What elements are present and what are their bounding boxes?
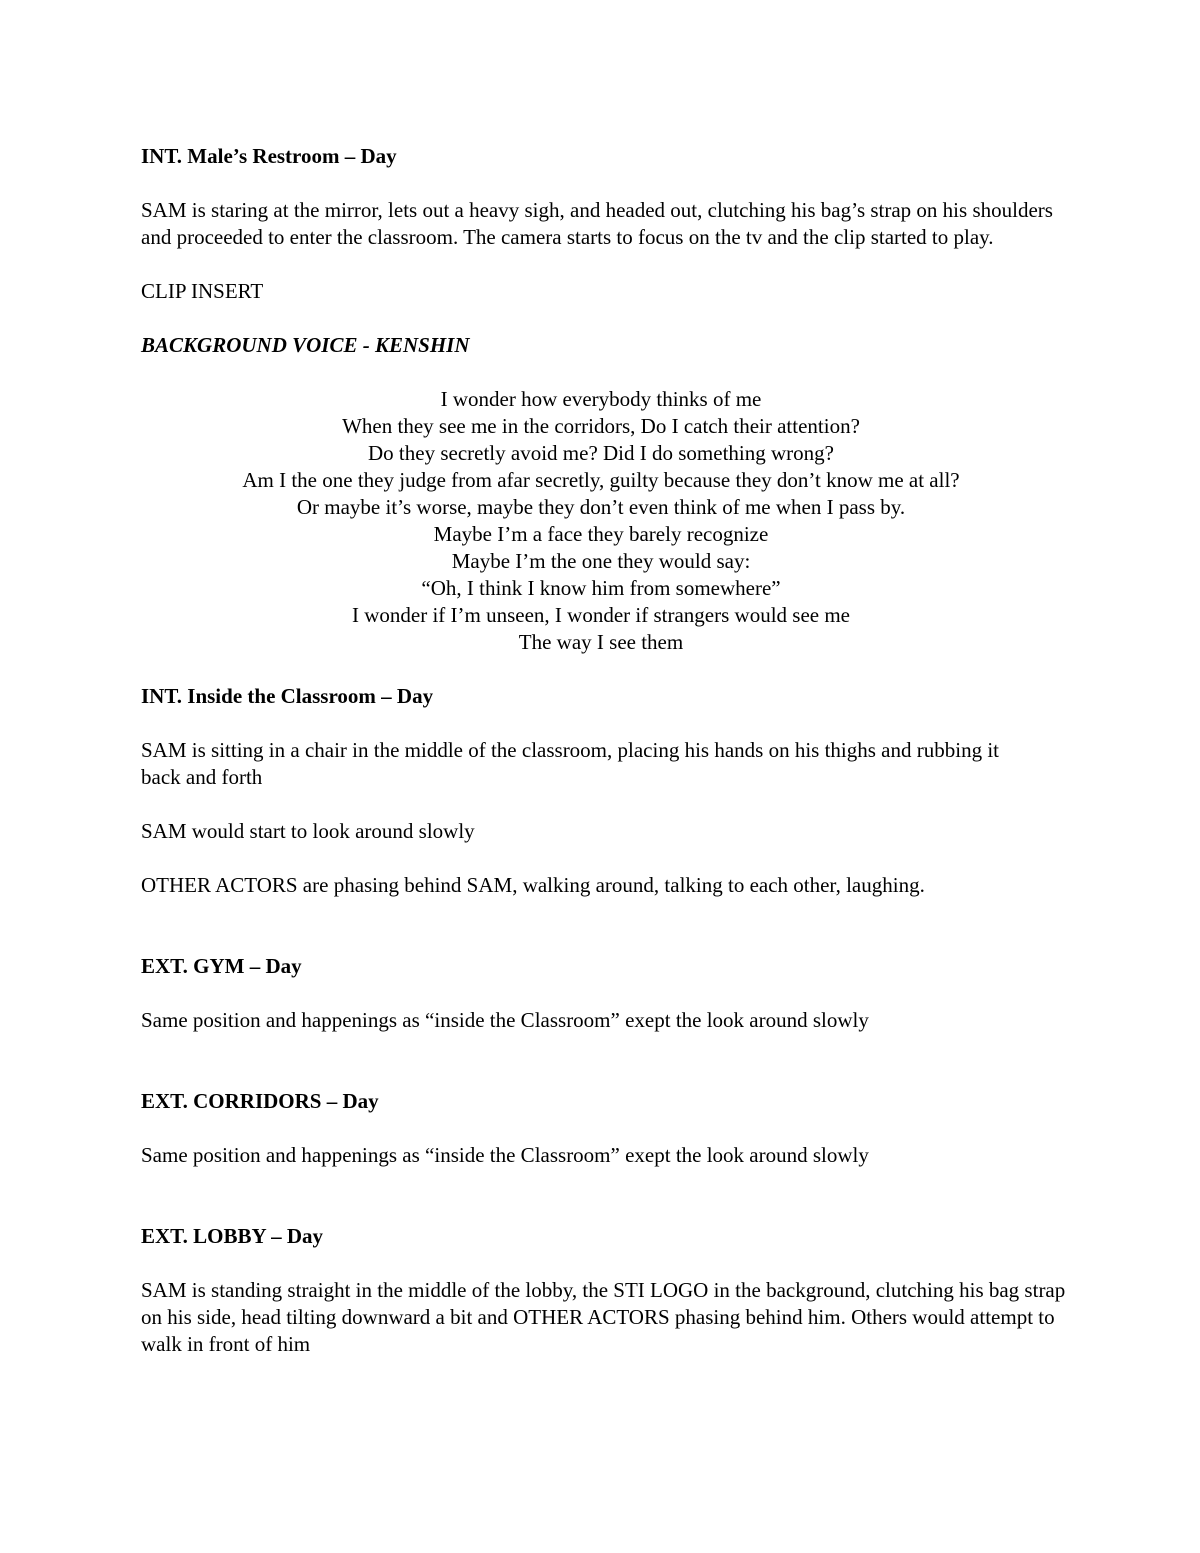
scene-heading-gym: EXT. GYM – Day: [141, 954, 302, 978]
poem-line: When they see me in the corridors, Do I catch their attention?: [342, 414, 860, 438]
action-classroom-3: OTHER ACTORS are phasing behind SAM, walking around, talking to each other, laughing.: [141, 873, 925, 897]
scene-heading-lobby: EXT. LOBBY – Day: [141, 1224, 324, 1248]
poem-line: Am I the one they judge from afar secretly, guilty because they don’t know me at all?: [242, 468, 960, 492]
poem-line: I wonder how everybody thinks of me: [440, 387, 762, 411]
poem-line: “Oh, I think I know him from somewhere”: [421, 576, 781, 600]
action-restroom: SAM is staring at the mirror, lets out a heavy sigh, and headed out, clutching his bag’s strap on his shoulders and proceeded to enter the classroom. The camera starts to focus on the tv and the clip started to play.: [141, 198, 1053, 249]
poem-line: Maybe I’m the one they would say:: [451, 549, 751, 573]
action-classroom-2: SAM would start to look around slowly: [141, 819, 475, 843]
poem-line: Do they secretly avoid me? Did I do something wrong?: [368, 441, 834, 465]
poem-line: I wonder if I’m unseen, I wonder if strangers would see me: [351, 603, 850, 627]
poem-block: [141, 386, 1061, 656]
clip-insert-label: CLIP INSERT: [141, 279, 264, 303]
action-corridors: Same position and happenings as “inside the Classroom” exept the look around slowly: [141, 1143, 869, 1167]
action-classroom-1: SAM is sitting in a chair in the middle of the classroom, placing his hands on his thighs and rubbing it back and forth: [141, 738, 999, 789]
poem-line: Or maybe it’s worse, maybe they don’t even think of me when I pass by.: [296, 495, 906, 519]
poem-line: The way I see them: [518, 630, 684, 654]
script-body: [141, 143, 1066, 1358]
background-voice-label: BACKGROUND VOICE - KENSHIN: [141, 333, 470, 357]
scene-heading-restroom: INT. Male’s Restroom – Day: [141, 144, 397, 168]
scene-heading-classroom: INT. Inside the Classroom – Day: [141, 684, 434, 708]
action-lobby: SAM is standing straight in the middle of the lobby, the STI LOGO in the background, clutching his bag strap on his side, head tilting downward a bit and OTHER ACTORS phasing behind him. Others would attempt to walk in front of him: [141, 1278, 1066, 1356]
poem-line: Maybe I’m a face they barely recognize: [433, 522, 769, 546]
scene-heading-corridors: EXT. CORRIDORS – Day: [141, 1089, 379, 1113]
action-gym: Same position and happenings as “inside the Classroom” exept the look around slowly: [141, 1008, 869, 1032]
